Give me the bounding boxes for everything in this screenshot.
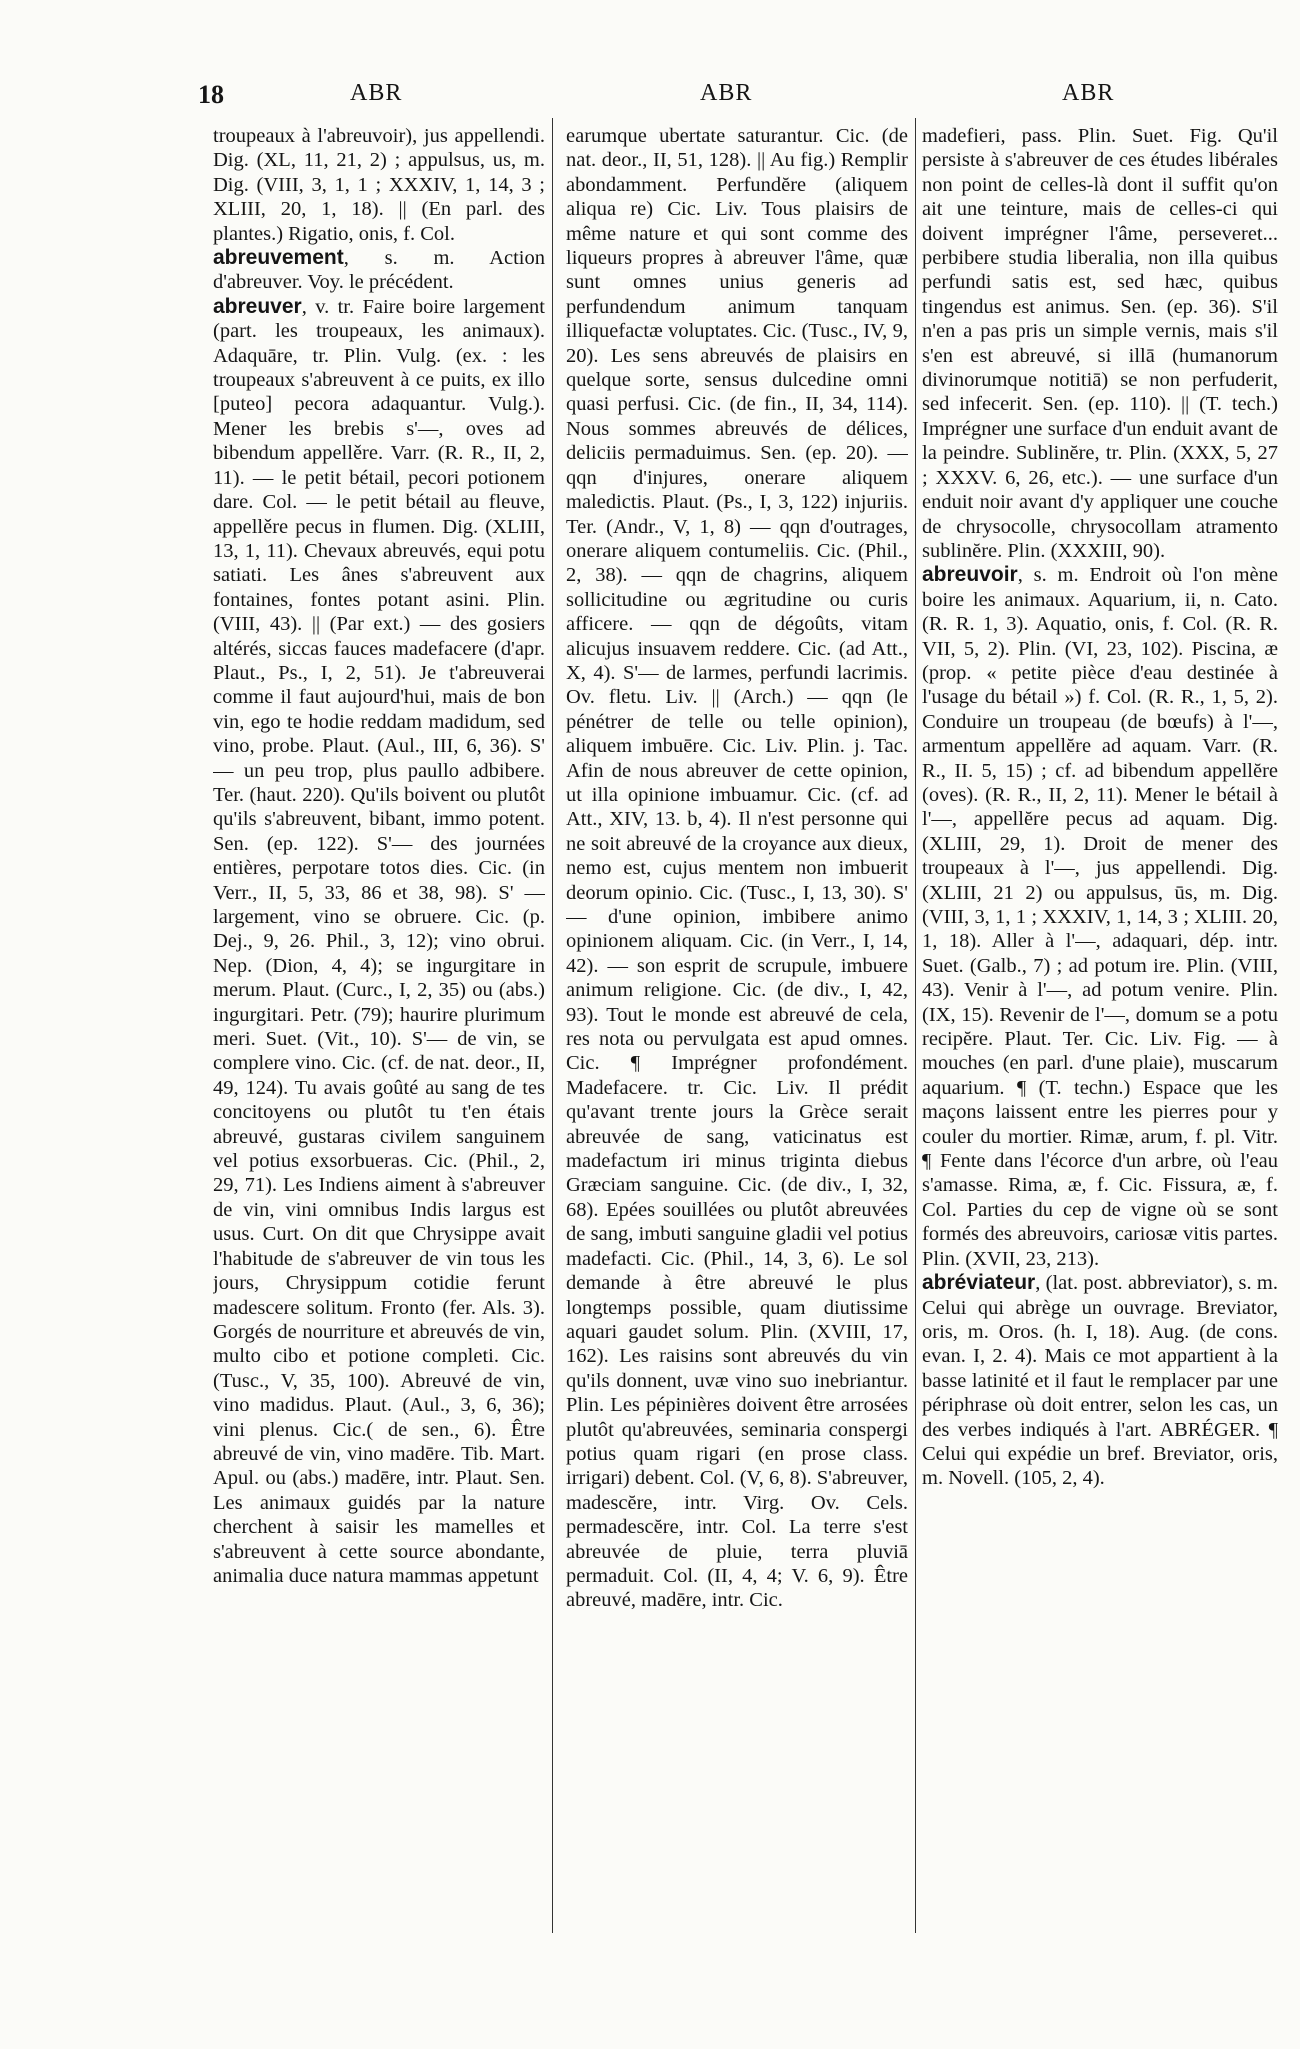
entry-abreuvement — [213, 246, 545, 295]
headword-abreuver: abreuver — [213, 294, 302, 318]
page-header — [0, 80, 1300, 120]
column-right — [922, 124, 1278, 1944]
running-head-left: ABR — [350, 80, 403, 106]
column-divider-right — [915, 118, 916, 1933]
headword-abreuvoir: abreuvoir — [922, 563, 1018, 587]
entry-abreuver-continued: earumque ubertate saturantur. Cic. (de nat. deor., II, 51, 128). || Au fig.) Remplir abondamment. Perfundĕre (aliquem aliqua re) Cic. Liv. Tous plaisirs de même nature et qui sont comme des liqueurs propres à abreuver l'âme, quæ sunt omnes unius generis ad perfundendum animum tanquam illiquefactæ voluptates. Cic. (Tusc., IV, 9, 20). Les sens abreuvés de plaisirs en quelque sorte, sensus dulcedine omni quasi perfusi. Cic. (de fin., II, 34, 114). Nous sommes abreuvés de délices, deliciis permaduimus. Sen. (ep. 20). — qqn d'injures, onerare aliquem maledictis. Plaut. (Ps., I, 3, 122) injuriis. Ter. (Andr., V, 1, 8) — qqn d'outrages, onerare aliquem contumeliis. Cic. (Phil., 2, 38). — qqn de chagrins, aliquem sollicitudine ou ægritudine ou curis afficere. — qqn de dégoûts, vitam alicujus insuavem reddere. Cic. (ad Att., X, 4). S'— de larmes, perfundi lacrimis. Ov. fletu. Liv. || (Arch.) — qqn (le pénétrer de telle ou telle opinion), aliquem imbuēre. Cic. Liv. Plin. j. Tac. Afin de nous abreuver de cette opinion, ut illa opinione imbuamur. Cic. (cf. ad Att., XIV, 13. b, 4). Il n'est personne qui ne soit abreuvé de la croyance aux dieux, nemo est, cujus mentem non imbuerit deorum opinio. Cic. (Tusc., I, 13, 30). S' — d'une opinion, imbibere animo opinionem aliquam. Cic. (in Verr., I, 14, 42). — son esprit de scrupule, imbuere animum religione. Cic. (de div., I, 42, 93). Tout le monde est abreuvé de cela, res nota ou pervulgata est apud omnes. Cic. ¶ Imprégner profondément. Madefacere. tr. Cic. Liv. Il prédit qu'avant trente jours la Grèce serait abreuvée de sang, vaticinatus est madefactum iri minus triginta diebus Græciam sanguine. Cic. (de div., I, 32, 68). Epées souillées ou plutôt abreuvées de sang, imbuti sanguine gladii vel potius madefacti. Cic. (Phil., 14, 3, 6). Le sol demande à être abreuvé le plus longtemps possible, quam diutissime aquari gaudet solum. Plin. (XVIII, 17, 162). Les raisins sont abreuvés du vin qu'ils donnent, uvæ vino suo inebriantur. Plin. Les pépinières doivent être arrosées plutôt qu'abreuvées, seminaria conspergi potius quam rigari (en prose class. irrigari) debent. Col. (V, 6, 8). S'abreuver, madescĕre, intr. Virg. Ov. Cels. permadescĕre, intr. Col. La terre s'est abreuvée de pluie, terra pluviā permaduit. Col. (II, 4, 4; V. 6, 9). Être abreuvé, madēre, intr. Cic. — [566, 125, 908, 1612]
entry-continuation: troupeaux à l'abreuvoir), jus appellendi. Dig. (XL, 11, 21, 2) ; appulsus, us, m. Dig. (VIII, 3, 1, 1 ; XXXIV, 1, 14, 3 ; XLIII, 20, 1, 18). || (En parl. des plantes.) Rigatio, onis, f. Col. — [213, 125, 545, 245]
entry-abreuvement-body: , s. m. Action d'abreuver. Voy. le précédent. — [213, 247, 545, 294]
entry-abreviateur-body: , (lat. post. abbreviator), s. m. Celui qui abrège un ouvrage. Breviator, oris, m. Oros. (h. I, 18). Aug. (de cons. evan. I, 2. 4). Mais ce mot appartient à la basse latinité et il faut le remplacer par une périphrase où doit entrer, selon les cas, un des verbes indiqués à l'art. ABRÉGER. ¶ Celui qui expédie un bref. Breviator, oris, m. Novell. (105, 2, 4). — [922, 1272, 1278, 1490]
entry-abreviateur — [922, 1271, 1278, 1491]
entry-abreuver-continued-2: madefieri, pass. Plin. Suet. Fig. Qu'il persiste à s'abreuver de ces études libérales non point de celles-là dont il suffit qu'on ait une teinture, mais de celles-ci qui doivent imprégner l'âme, perseveret... perbibere studia liberalia, non illa quibus perfundi satis est, sed hæc, quibus tingendus est animus. Sen. (ep. 36). S'il n'en a pas pris un simple vernis, mais s'il s'en est abreuvé, si illā (humanorum divinorumque notitiā) se non perfuderit, sed infecerit. Sen. (ep. 110). || (T. tech.) Imprégner une surface d'un enduit avant de la peindre. Sublinĕre, tr. Plin. (XXX, 5, 27 ; XXXV. 6, 26, etc.). — une surface d'un enduit noir avant d'y appliquer une couche de chrysocolle, chrysocollam atramento sublinĕre. Plin. (XXXIII, 90). — [922, 125, 1278, 562]
headword-abreviateur: abréviateur — [922, 1271, 1036, 1295]
entry-abreuvoir-body: , s. m. Endroit où l'on mène boire les animaux. Aquarium, ii, n. Cato. (R. R. 1, 3). Aquatio, onis, f. Col. (R. R. VII, 5, 2). Plin. (VI, 23, 102). Piscina, æ (prop. « petite pièce d'eau destinée à l'usage du bétail ») f. Col. (R. R., 1, 5, 2). Conduire un troupeau (de bœufs) à l'—, armentum appellĕre ad aquam. Varr. (R. R., II. 5, 15) ; cf. ad bibendum appellĕre (oves). (R. R., II, 2, 11). Mener le bétail à l'—, appellĕre pecus ad aquam. Dig. (XLIII, 29, 1). Droit de mener des troupeaux à l'—, jus appellendi. Dig. (XLIII, 21 2) ou appulsus, ūs, m. Dig. (VIII, 3, 1, 1 ; XXXIV, 1, 14, 3 ; XLIII. 20, 1, 18). Aller à l'—, adaquari, dép. intr. Suet. (Galb., 7) ; ad potum ire. Plin. (VIII, 43). Venir à l'—, ad potum venire. Plin. (IX, 15). Revenir de l'—, domum se a potu recipĕre. Plaut. Ter. Cic. Liv. Fig. — à mouches (en parl. d'une plaie), muscarum aquarium. ¶ (T. techn.) Espace que les maçons laissent entre les pierres pour y couler du mortier. Rimæ, arum, f. pl. Vitr. ¶ Fente dans l'écorce d'un arbre, où l'eau s'amasse. Rima, æ, f. Cic. Fissura, æ, f. Col. Parties du cep de vigne où se sont formés des abreuvoirs, cariosæ vitis partes. Plin. (XVII, 23, 213). — [922, 564, 1278, 1270]
column-divider-left — [552, 118, 553, 1933]
entry-abreuvoir — [922, 563, 1278, 1271]
entry-abreuver — [213, 295, 545, 1589]
page-number: 18 — [198, 80, 224, 109]
column-left — [213, 124, 545, 1944]
running-head-right: ABR — [1062, 80, 1115, 106]
column-center — [566, 124, 908, 1944]
entry-abreuver-body: , v. tr. Faire boire largement (part. les troupeaux, les animaux). Adaquāre, tr. Plin. Vulg. (ex. : les troupeaux s'abreuvent à ce puits, ex illo [puteo] pecora adaquantur. Vulg.). Mener les brebis s'—, oves ad bibendum appellěre. Varr. (R. R., II, 2, 11). — le petit bétail, pecori potionem dare. Col. — le petit bétail au fleuve, appellěre pecus in flumen. Dig. (XLIII, 13, 1, 11). Chevaux abreuvés, equi potu satiati. Les ânes s'abreuvent aux fontaines, fontes potant asini. Plin. (VIII, 43). || (Par ext.) — des gosiers altérés, siccas fauces madefacere (d'apr. Plaut., Ps., I, 2, 51). Je t'abreuverai comme il faut aujourd'hui, mais de bon vin, ego te hodie reddam madidum, sed vino, probe. Plaut. (Aul., III, 6, 36). S' — un peu trop, plus paullo adbibere. Ter. (haut. 220). Qu'ils boivent ou plutôt qu'ils s'abreuvent, bibant, immo potent. Sen. (ep. 122). S'— des journées entières, perpotare totos dies. Cic. (in Verr., II, 5, 33, 86 et 38, 98). S' — largement, vino se obruere. Cic. (p. Dej., 9, 26. Phil., 3, 12); vino obrui. Nep. (Dion, 4, 4); se ingurgitare in merum. Plaut. (Curc., I, 2, 35) ou (abs.) ingurgitari. Petr. (79); haurire plurimum meri. Suet. (Vit., 10). S'— de vin, se complere vino. Cic. (cf. de nat. deor., II, 49, 124). Tu avais goûté au sang de tes concitoyens ou plutôt tu t'en étais abreuvé, gustaras civilem sanguinem vel potius exsorbueras. Cic. (Phil., 2, 29, 71). Les Indiens aiment à s'abreuver de vin, vini omnibus Indis largus est usus. Curt. On dit que Chrysippe avait l'habitude de s'abreuver de vin tous les jours, Chrysippum cotidie ferunt madescere solitum. Fronto (fer. Als. 3). Gorgés de nourriture et abreuvés de vin, multo cibo et potione completi. Cic. (Tusc., V, 35, 100). Abreuvé de vin, vino madidus. Plaut. (Aul., 3, 6, 36); vini plenus. Cic.( de sen., 6). Être abreuvé de vin, vino madēre. Tib. Mart. Apul. ou (abs.) madēre, intr. Plaut. Sen. Les animaux guidés par la nature cherchent à saisir les mamelles et s'abreuvent à cette source abondante, animalia duce natura mammas appetunt — [213, 295, 545, 1587]
headword-abreuvement: abreuvement — [213, 246, 344, 270]
running-head-center: ABR — [700, 80, 753, 106]
